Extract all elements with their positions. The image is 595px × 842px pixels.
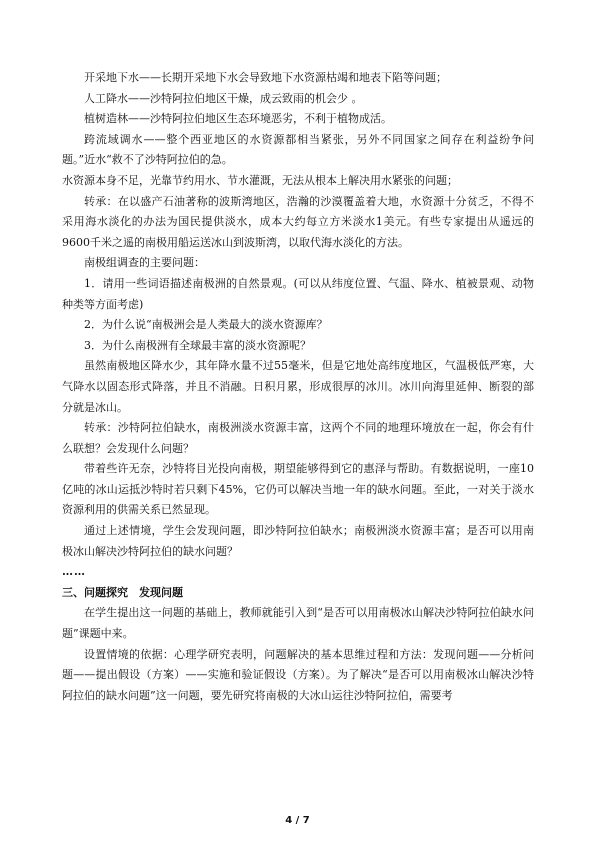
paragraph-artificial-rain: 人工降水——沙特阿拉伯地区干燥，成云致雨的机会少 。 [84, 91, 363, 105]
paragraph-antarctic-questions-intro: 南极组调查的主要问题： [84, 256, 205, 270]
paragraph-water-transfer: 跨流域调水——整个西亚地区的水资源都相当紧张，另外不同国家之间存在利益纷争问题。”近水“救不了沙特阿拉伯的急。 [62, 132, 534, 167]
paragraph-transition-association: 转承：沙特阿拉伯缺水，南极洲淡水资源丰富，这两个不同的地理环境放在一起，你会有什么联想？会发现什么问题？ [62, 421, 534, 455]
section-heading: 三、问题探究 发现问题 [62, 585, 183, 599]
paragraph-afforestation: 植树造林——沙特阿拉伯地区生态环境恶劣，不利于植物成活。 [84, 112, 392, 126]
paragraph-transition-persian-gulf: 转承：在以盛产石油著称的波斯湾地区，浩瀚的沙漠覆盖着大地，水资源十分贫乏，不得不采用海水淡化的办法为国民提供淡水，成本大约每立方米淡水1美元。有些专家提出从遥远的9600千米之遥的南极用船运送冰山到波斯湾，以取代海水淡化的方法。 [62, 194, 534, 249]
paragraph-iceberg-data: 带着些许无奈，沙特将目光投向南极，期望能够得到它的惠泽与帮助。有数据说明，一座10亿吨的冰山运抵沙特时若只剩下45%，它仍可以解决当地一年的缺水问题。至此，一对关于淡水资源利用的供需关系已然显现。 [62, 462, 534, 517]
paragraph-introduce-topic: 在学生提出这一问题的基础上，教师就能引入到“是否可以用南极冰山解决沙特阿拉伯缺水问题”课题中来。 [62, 606, 534, 641]
paragraph-design-basis: 设置情境的依据：心理学研究表明，问题解决的基本思维过程和方法：发现问题——分析问题——提出假设（方案）——实施和验证假设（方案）。为了解决“是否可以用南极冰山解决沙特阿拉伯的缺水问题”这一问题，要先研究将南极的大冰山运往沙特阿拉伯，需要考 [62, 647, 534, 702]
page-number: 4 / 7 [285, 815, 310, 826]
paragraph-groundwater: 开采地下水——长期开采地下水会导致地下水资源枯竭和地表下陷等问题； [84, 71, 447, 84]
question-3: 3．为什么南极洲有全球最丰富的淡水资源呢？ [84, 338, 311, 352]
question-1: 1．请用一些词语描述南极洲的自然景观。(可以从纬度位置、气温、降水、植被景观、动物种类等方面考虑) [62, 276, 534, 311]
document-body [62, 68, 534, 706]
paragraph-water-shortage: 水资源本身不足，光靠节约用水、节水灌溉，无法从根本上解决用水紧张的问题； [62, 173, 458, 187]
question-2: 2．为什么说“南极洲会是人类最大的淡水资源库？ [84, 318, 328, 332]
paragraph-antarctic-ice: 虽然南极地区降水少，其年降水量不过55毫米，但是它地处高纬度地区，气温极低严寒，大气降水以固态形式降落，并且不消融。日积月累，形成很厚的冰川。冰川向海里延伸、断裂的部分就是冰山。 [62, 359, 534, 414]
ellipsis: …… [62, 565, 86, 579]
paragraph-student-discovery: 通过上述情境，学生会发现问题，即沙特阿拉伯缺水；南极洲淡水资源丰富；是否可以用南极冰山解决沙特阿拉伯的缺水问题？ [62, 524, 534, 558]
